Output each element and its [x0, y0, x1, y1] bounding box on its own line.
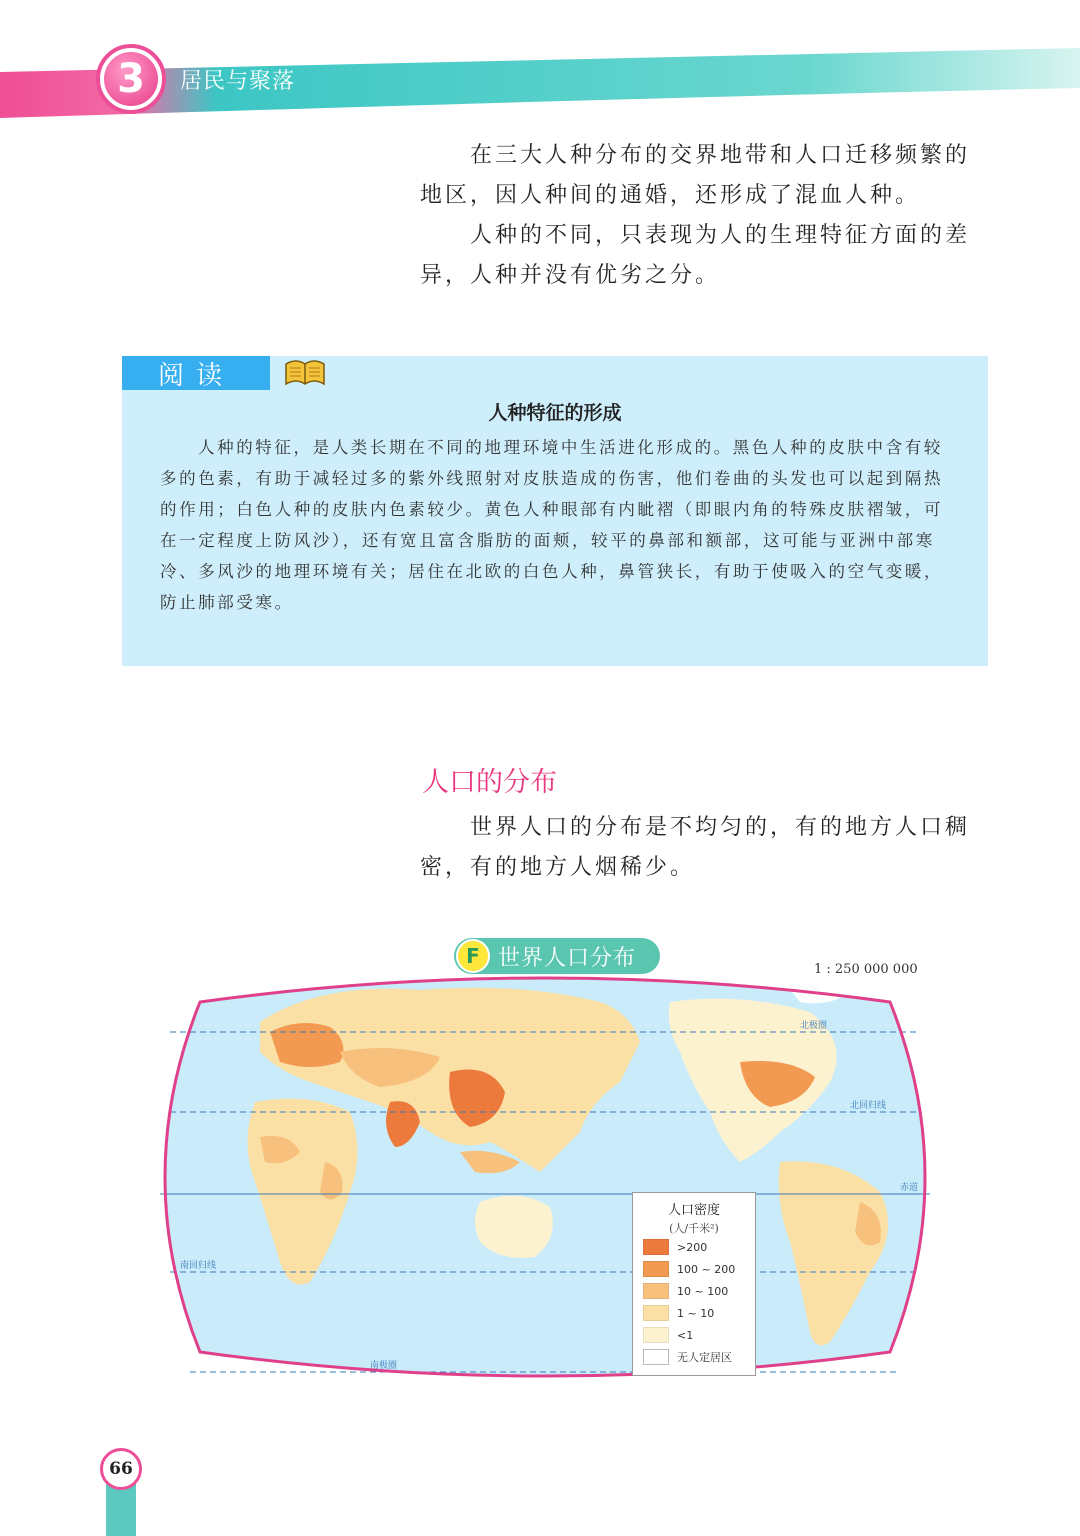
antarctic-circle-label: 南极圈: [370, 1361, 398, 1371]
legend-swatch: [643, 1305, 669, 1321]
legend-swatch: [643, 1349, 669, 1365]
legend-item: 1 ~ 10: [643, 1302, 755, 1324]
section-heading: 人口的分布: [422, 767, 557, 798]
equator-label: 赤道: [900, 1183, 919, 1193]
legend-item: 10 ~ 100: [643, 1280, 755, 1302]
figure-badge: F: [456, 939, 490, 973]
figure-title: 世界人口分布: [498, 945, 637, 971]
chapter-title: 居民与聚落: [180, 69, 296, 94]
population-paragraph: 世界人口的分布是不均匀的，有的地方人口稠密，有的地方人烟稀少。: [420, 815, 971, 880]
tropic-capricorn-label: 南回归线: [180, 1261, 217, 1271]
reading-body: 人种的特征，是人类长期在不同的地理环境中生活进化形成的。黑色人种的皮肤中含有较多的色素，有助于减轻过多的紫外线照射对皮肤造成的伤害，他们卷曲的头发也可以起到隔热的作用；白色人种的皮肤内色素较少。黄色人种眼部有内眦褶（即眼内角的特殊皮肤褶皱，可在一定程度上防风沙），还有宽且富含脂肪的面颊，较平的鼻部和额部，这可能与亚洲中部寒冷、多风沙的地理环境有关；居住在北欧的白色人种，鼻管狭长，有助于使吸入的空气变暖，防止肺部受寒。: [160, 438, 944, 612]
legend-item: >200: [643, 1236, 755, 1258]
legend-swatch: [643, 1327, 669, 1343]
legend-unit: (人/千米²): [669, 1222, 719, 1235]
legend-item: 无人定居区: [643, 1346, 755, 1368]
legend-swatch: [643, 1239, 669, 1255]
legend-swatch: [643, 1261, 669, 1277]
map-legend: [632, 1192, 756, 1376]
legend-item: 100 ~ 200: [643, 1258, 755, 1280]
reading-title: 人种特征的形成: [488, 402, 622, 424]
europe-dense: [270, 1023, 343, 1067]
intro-paragraph-2: 人种的不同，只表现为人的生理特征方面的差异，人种并没有优劣之分。: [420, 223, 971, 288]
chapter-number-badge: [96, 44, 166, 114]
map-scale: 1 : 250 000 000: [814, 962, 918, 977]
arctic-circle-label: 北极圈: [800, 1021, 828, 1031]
tropic-cancer-label: 北回归线: [850, 1101, 887, 1111]
book-icon: [282, 358, 328, 388]
world-population-map: [160, 962, 930, 1392]
intro-paragraph-1: 在三大人种分布的交界地带和人口迁移频繁的地区，因人种间的通婚，还形成了混血人种。: [420, 143, 971, 208]
legend-swatch: [643, 1283, 669, 1299]
page-number: 66: [100, 1448, 142, 1490]
legend-title: 人口密度: [667, 1203, 720, 1218]
legend-item: <1: [643, 1324, 755, 1346]
reading-tab: 阅读: [122, 356, 270, 390]
chapter-number: 3: [104, 52, 158, 106]
